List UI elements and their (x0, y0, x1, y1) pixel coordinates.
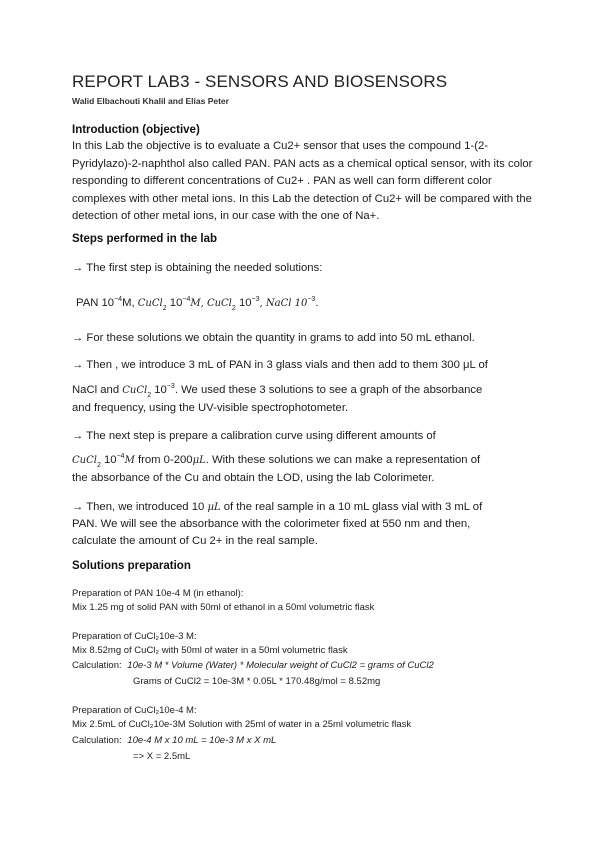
step-4-range: from 0-200 (137, 454, 193, 466)
step-3-cucl2-sub: 2 (147, 392, 152, 399)
report-title: REPORT LAB3 - SENSORS AND BIOSENSORS (72, 72, 448, 91)
step-5-mu: μL (207, 502, 221, 513)
calc-label-1: Calculation: (72, 660, 122, 671)
pan-prep-mix: Mix 1.25 mg of solid PAN with 50ml of ethanol in a 50ml volumetric flask (72, 602, 375, 613)
authors: Walid Elbachouti Khalil and Elias Peter (72, 96, 229, 106)
step-2: → For these solutions we obtain the quantity in grams to add into 50 mL ethanol. (72, 332, 475, 344)
step-3-line-3: and frequency, using the UV-visible spectrophotometer. (72, 402, 349, 414)
cucl2-1e4-calc (72, 735, 276, 746)
solutions-heading: Solutions preparation (72, 560, 191, 572)
formula-cucl2-b: M, CuCl (190, 298, 232, 309)
step-4-mu: μL (192, 455, 206, 466)
cucl2-1e3-calc-result: Grams of CuCl2 = 10e-3M * 0.05L * 170.48g/mol = 8.52mg (133, 676, 381, 687)
formula-cucl2-a-sub: 2 (162, 305, 167, 312)
step-4-base: 10 (104, 454, 117, 466)
intro-heading: Introduction (objective) (72, 124, 200, 136)
step-4-line-3: the absorbance of the Cu and obtain the LOD, using the lab Colorimeter. (72, 472, 435, 484)
cucl2-1e4-title: Preparation of CuCl₂10e-4 M: (72, 705, 197, 716)
formula-pan-exp: −4 (114, 296, 123, 303)
formula-pan: PAN 10 (76, 297, 115, 309)
step-4-rest: . With these solutions we can make a representation of (205, 454, 481, 466)
step-3-base: 10 (154, 384, 167, 396)
step-4-cucl2: CuCl (72, 455, 97, 466)
cucl2-1e3-calc (72, 660, 434, 671)
formula-cucl2-b-exp: −3 (251, 296, 260, 303)
formula-cucl2-b-sub: 2 (231, 305, 236, 312)
calc-formula-2: 10e-4 M x 10 mL = 10e-3 M x X mL (127, 735, 277, 746)
cucl2-1e4-calc-result: => X = 2.5mL (133, 751, 191, 762)
solutions-formula (76, 291, 318, 317)
pan-prep-title: Preparation of PAN 10e-4 M (in ethanol): (72, 588, 244, 599)
step-3-cucl2: CuCl (122, 385, 148, 396)
step-4-unit: M (124, 455, 135, 466)
calc-formula-1: 10e-3 M * Volume (Water) * Molecular weight of CuCl2 = grams of CuCl2 (127, 660, 434, 671)
step-4-line-1: → The next step is prepare a calibration curve using different amounts of (72, 430, 436, 442)
step-3-rest: . We used these 3 solutions to see a graph of the absorbance (174, 384, 483, 396)
formula-nacl-exp: −3 (307, 296, 316, 303)
step-4-exp: −4 (116, 453, 125, 460)
formula-cucl2-a: CuCl (137, 298, 163, 309)
formula-pan-unit: M, (122, 297, 135, 309)
intro-paragraph: In this Lab the objective is to evaluate a Cu2+ sensor that uses the compound 1-(2-Pyridylazo)-2-naphthol also called PAN. PAN acts as a chemical optical sensor, with its color responding to different concentrations of Cu2+ . PAN as well can form different color complexes with other metal ions. In this Lab the detection of Cu2+ will be compared with the detection of other metal ions, in our case with the one of Na+. (72, 140, 533, 222)
cucl2-1e3-mix: Mix 8.52mg of CuCl₂ with 50ml of water in a 50ml volumetric flask (72, 645, 348, 656)
formula-cucl2-a-exp: −4 (182, 296, 191, 303)
step-3-exp: −3 (166, 383, 175, 390)
step-5-rest: of the real sample in a 10 mL glass vial with 3 mL of (223, 501, 483, 513)
formula-nacl: , NaCl 10 (259, 298, 308, 309)
step-1: → The first step is obtaining the needed solutions: (72, 262, 323, 274)
cucl2-1e3-title: Preparation of CuCl₂10e-3 M: (72, 631, 197, 642)
step-5-line-2: PAN. We will see the absorbance with the colorimeter fixed at 550 nm and then, (72, 518, 471, 530)
step-3-nacl: NaCl and (72, 384, 120, 396)
step-5-line-3: calculate the amount of Cu 2+ in the real sample. (72, 535, 318, 547)
step-4-cucl2-sub: 2 (96, 462, 101, 469)
steps-heading: Steps performed in the lab (72, 233, 218, 245)
cucl2-1e4-mix: Mix 2.5mL of CuCl₂10e-3M Solution with 25ml of water in a 25ml volumetric flask (72, 719, 412, 730)
formula-end: . (315, 297, 319, 309)
step-5-start: → Then, we introduced 10 (72, 501, 205, 513)
calc-label-2: Calculation: (72, 735, 122, 746)
step-5-line-1 (72, 499, 482, 516)
formula-cucl2-b-base: 10 (238, 297, 252, 309)
step-3-line-1: → Then , we introduce 3 mL of PAN in 3 glass vials and then add to them 300 μL of (72, 359, 488, 371)
formula-cucl2-a-base: 10 (169, 297, 183, 309)
